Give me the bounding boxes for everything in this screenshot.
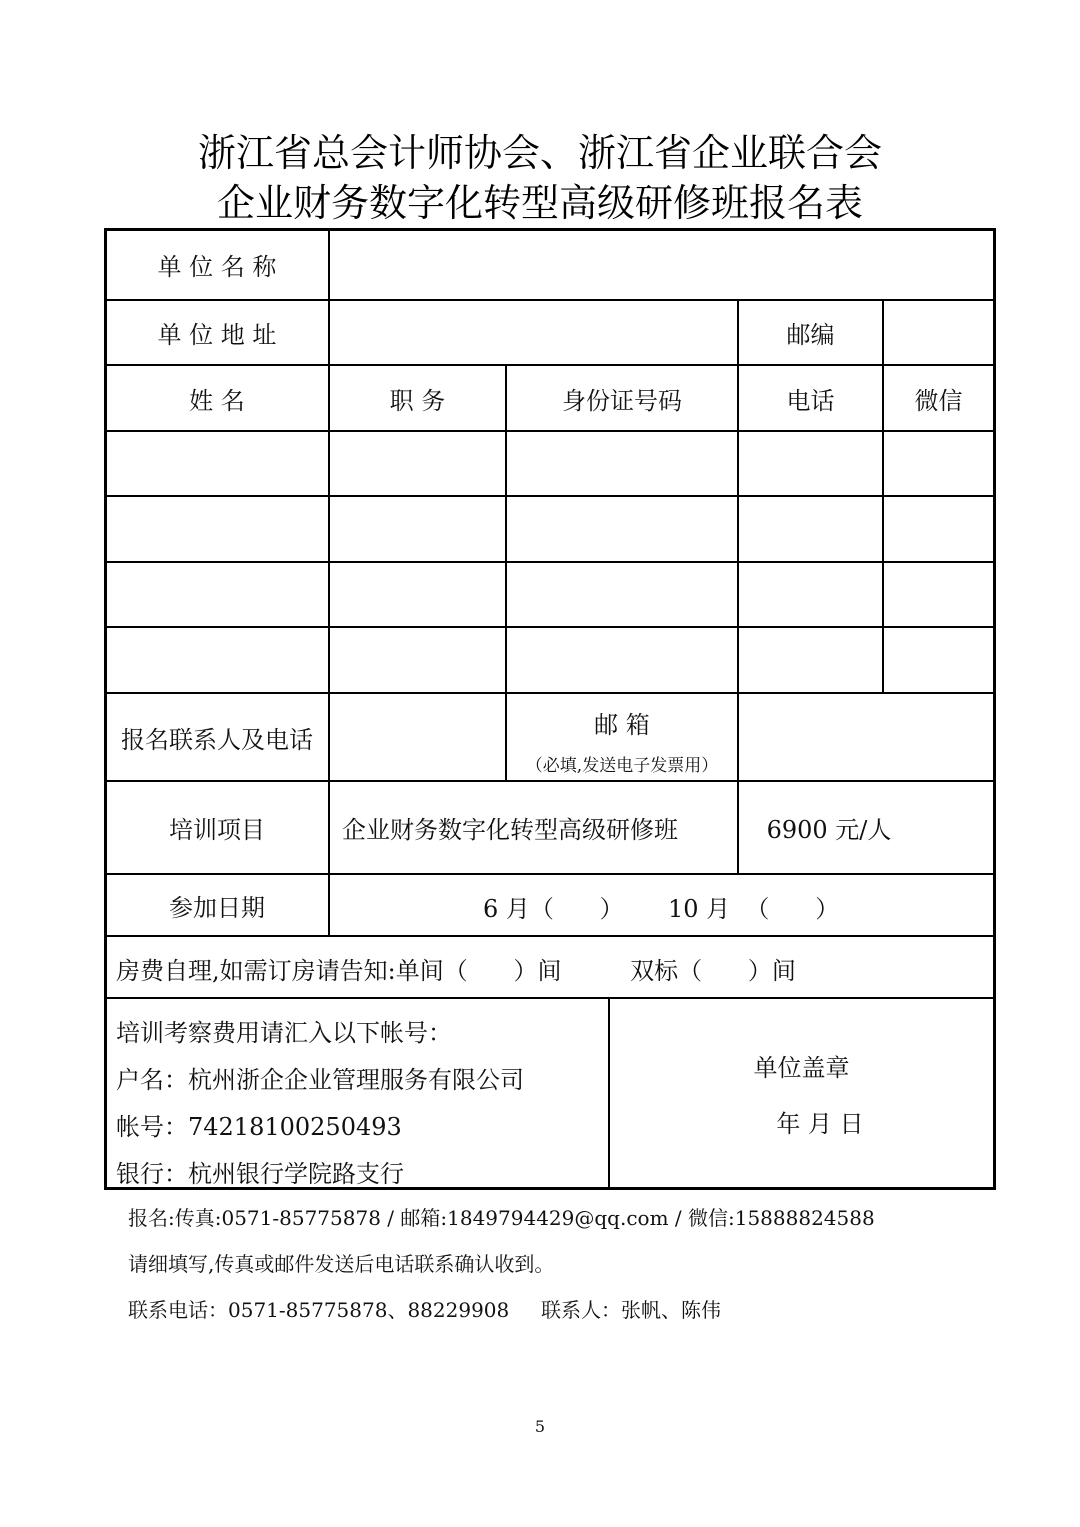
participant-row-1[interactable] <box>106 432 993 495</box>
postcode-field[interactable] <box>884 301 993 364</box>
seal-label: 单位盖章 <box>753 1053 850 1082</box>
email-note: （必填,发送电子发票用） <box>525 755 719 776</box>
header-name: 姓 名 <box>189 386 245 415</box>
footer-contact-channels: 报名:传真:0571-85775878 / 邮箱:1849794429@qq.com / 微信:15888824588 <box>128 1206 875 1230</box>
form-title-line1: 浙江省总会计师协会、浙江省企业联合会 <box>197 131 882 175</box>
date-june-option[interactable]: 6 月（ ） <box>483 895 624 923</box>
header-position: 职 务 <box>389 386 446 415</box>
header-phone: 电话 <box>786 386 835 415</box>
project-name: 企业财务数字化转型高级研修班 <box>342 816 678 844</box>
bank-intro: 培训考察费用请汇入以下帐号： <box>116 1019 452 1047</box>
footer-contact-persons: 联系电话：0571-85775878、88229908 联系人：张帆、陈伟 <box>128 1298 722 1322</box>
project-label: 培训项目 <box>169 816 265 844</box>
rule-11 <box>104 997 996 999</box>
project-price: 6900 元/人 <box>766 816 892 844</box>
unit-address-field[interactable] <box>330 301 737 364</box>
unit-address-label: 单 位 地 址 <box>157 321 277 349</box>
room-booking-text: 房费自理,如需订房请告知:单间（ ）间 双标（ ）间 <box>116 957 796 985</box>
seal-date: 年 月 日 <box>776 1109 864 1138</box>
account-number: 帐号：74218100250493 <box>116 1113 402 1141</box>
page-number: 5 <box>534 1417 546 1436</box>
participant-row-2[interactable] <box>106 497 993 561</box>
email-field[interactable] <box>739 694 993 780</box>
footer-instruction: 请细填写,传真或邮件发送后电话联系确认收到。 <box>128 1252 555 1276</box>
participant-row-3[interactable] <box>106 563 993 626</box>
form-title-line2: 企业财务数字化转型高级研修班报名表 <box>216 181 863 225</box>
postcode-label: 邮编 <box>786 321 835 349</box>
account-name: 户名：杭州浙企企业管理服务有限公司 <box>116 1066 524 1094</box>
header-wechat: 微信 <box>914 386 963 415</box>
email-label: 邮 箱 <box>594 710 650 739</box>
header-id-number: 身份证号码 <box>562 386 682 415</box>
participant-row-4[interactable] <box>106 628 993 692</box>
unit-name-field[interactable] <box>330 230 993 299</box>
date-label: 参加日期 <box>169 893 265 922</box>
frame-right <box>993 228 996 1190</box>
bank-name: 银行：杭州银行学院路支行 <box>116 1160 404 1188</box>
contact-field[interactable] <box>330 694 505 780</box>
col-rule-e <box>608 997 610 1189</box>
contact-label: 报名联系人及电话 <box>121 725 313 754</box>
unit-name-label: 单 位 名 称 <box>157 253 277 281</box>
date-october-option[interactable]: 10 月 （ ） <box>668 895 840 923</box>
rule-10 <box>104 935 996 937</box>
